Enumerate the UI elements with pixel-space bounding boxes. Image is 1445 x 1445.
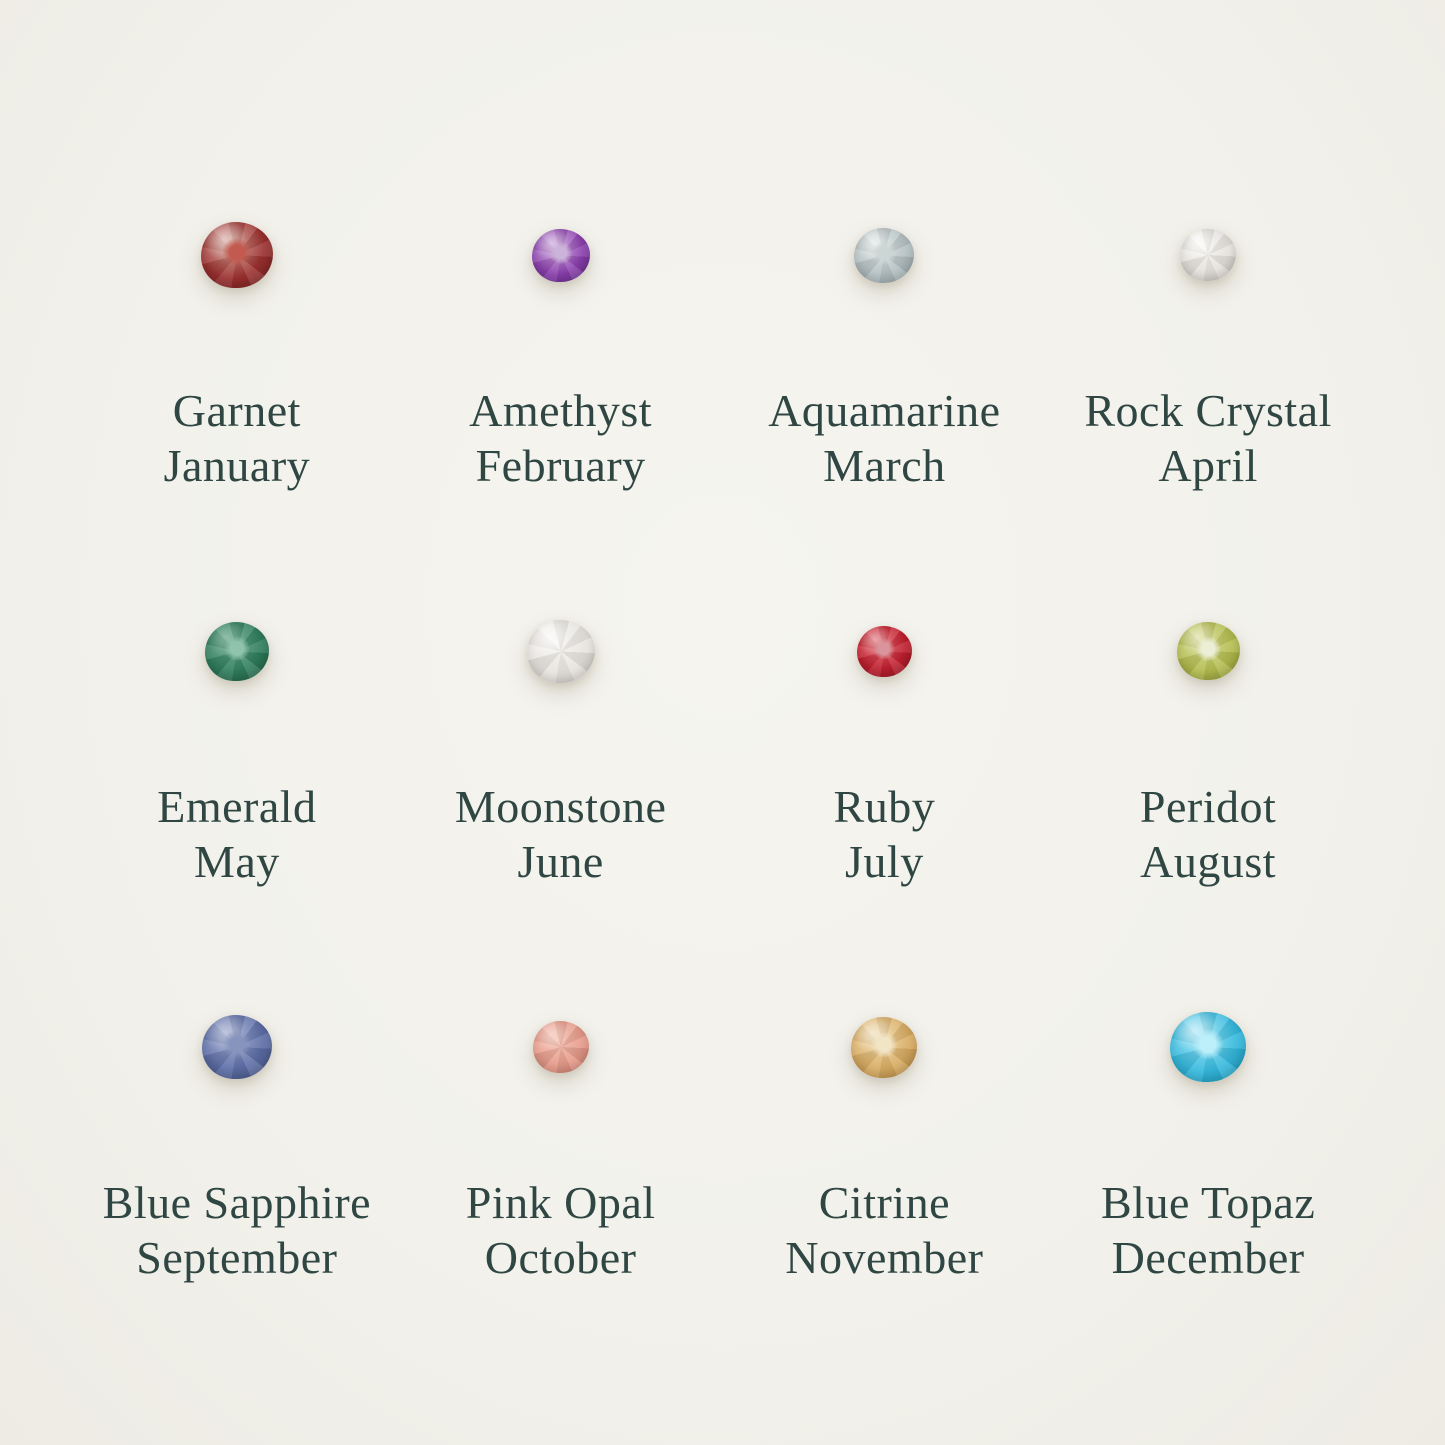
birthstone-cell-moonstone (399, 531, 723, 927)
gem-garnet-bead-icon (201, 222, 273, 288)
bead-hole (871, 1032, 899, 1058)
gem-peridot-bead-icon (1177, 622, 1240, 680)
birthstone-label (466, 1175, 656, 1285)
stone-month: February (475, 440, 646, 491)
gem-area (851, 927, 917, 1167)
gem-area (1177, 531, 1240, 771)
stone-month: August (1140, 836, 1277, 887)
stone-month: October (484, 1232, 637, 1283)
gem-area (201, 135, 273, 375)
stone-name: Citrine (818, 1177, 950, 1228)
stone-month: June (517, 836, 604, 887)
birthstone-cell-amethyst (399, 135, 723, 531)
stone-month: May (193, 836, 280, 887)
stone-name: Aquamarine (768, 385, 1001, 436)
birthstone-cell-blue-sapphire (75, 927, 399, 1323)
stone-name: Blue Sapphire (102, 1177, 372, 1228)
birthstone-chart (75, 135, 1370, 1323)
gem-blue-topaz-bead-icon (1170, 1012, 1246, 1082)
stone-name: Garnet (172, 385, 301, 436)
birthstone-label (164, 383, 311, 493)
gem-area (205, 531, 269, 771)
gem-amethyst-bead-icon (532, 229, 590, 282)
birthstone-cell-pink-opal (399, 927, 723, 1323)
gem-emerald-bead-icon (205, 622, 269, 681)
bead-hole (872, 241, 897, 264)
stone-name: Peridot (1139, 781, 1277, 832)
bead-hole (1195, 636, 1221, 660)
stone-name: Pink Opal (465, 1177, 656, 1228)
stone-month: March (823, 440, 946, 491)
stone-month: January (163, 440, 311, 491)
stone-month: December (1111, 1232, 1305, 1283)
birthstone-label (157, 779, 316, 889)
birthstone-cell-rock-crystal (1046, 135, 1370, 531)
gem-area (533, 927, 589, 1167)
gem-aquamarine-bead-icon (854, 228, 914, 283)
birthstone-cell-peridot (1046, 531, 1370, 927)
birthstone-label (455, 779, 667, 889)
birthstone-label (1084, 383, 1331, 493)
birthstone-label (1101, 1175, 1315, 1285)
gem-pink-opal-bead-icon (533, 1021, 589, 1073)
birthstone-cell-emerald (75, 531, 399, 927)
gem-ruby-bead-icon (857, 626, 912, 677)
gem-blue-sapphire-bead-icon (202, 1015, 272, 1079)
birthstone-label (1140, 779, 1276, 889)
gem-area (1170, 927, 1246, 1167)
stone-name: Emerald (157, 781, 317, 832)
birthstone-label (768, 383, 1000, 493)
birthstone-label (103, 1175, 371, 1285)
bead-hole (222, 239, 252, 267)
stone-month: July (845, 836, 924, 887)
bead-hole (222, 1031, 251, 1058)
stone-name: Moonstone (454, 781, 667, 832)
gem-area (202, 927, 272, 1167)
stone-month: April (1158, 440, 1258, 491)
gem-rock-crystal-bead-icon (1180, 229, 1236, 281)
birthstone-cell-ruby (723, 531, 1047, 927)
gem-area (854, 135, 914, 375)
bead-hole (223, 636, 250, 661)
birthstone-cell-garnet (75, 135, 399, 531)
gem-area (532, 135, 590, 375)
gem-area (1180, 135, 1236, 375)
stone-name: Amethyst (469, 385, 653, 436)
birthstone-label (785, 1175, 983, 1285)
stone-name: Rock Crystal (1084, 385, 1332, 436)
stone-month: September (136, 1232, 338, 1283)
gem-moonstone-bead-icon (527, 620, 595, 683)
birthstone-label (834, 779, 936, 889)
stone-name: Blue Topaz (1100, 1177, 1316, 1228)
birthstone-cell-citrine (723, 927, 1047, 1323)
gem-area (527, 531, 595, 771)
bead-hole (873, 638, 896, 659)
bead-hole (548, 242, 572, 264)
birthstone-cell-blue-topaz (1046, 927, 1370, 1323)
birthstone-cell-aquamarine (723, 135, 1047, 531)
bead-hole (1192, 1029, 1224, 1058)
gem-citrine-bead-icon (851, 1017, 917, 1078)
birthstone-label (469, 383, 652, 493)
gem-area (857, 531, 912, 771)
stone-name: Ruby (833, 781, 936, 832)
stone-month: November (785, 1232, 984, 1283)
